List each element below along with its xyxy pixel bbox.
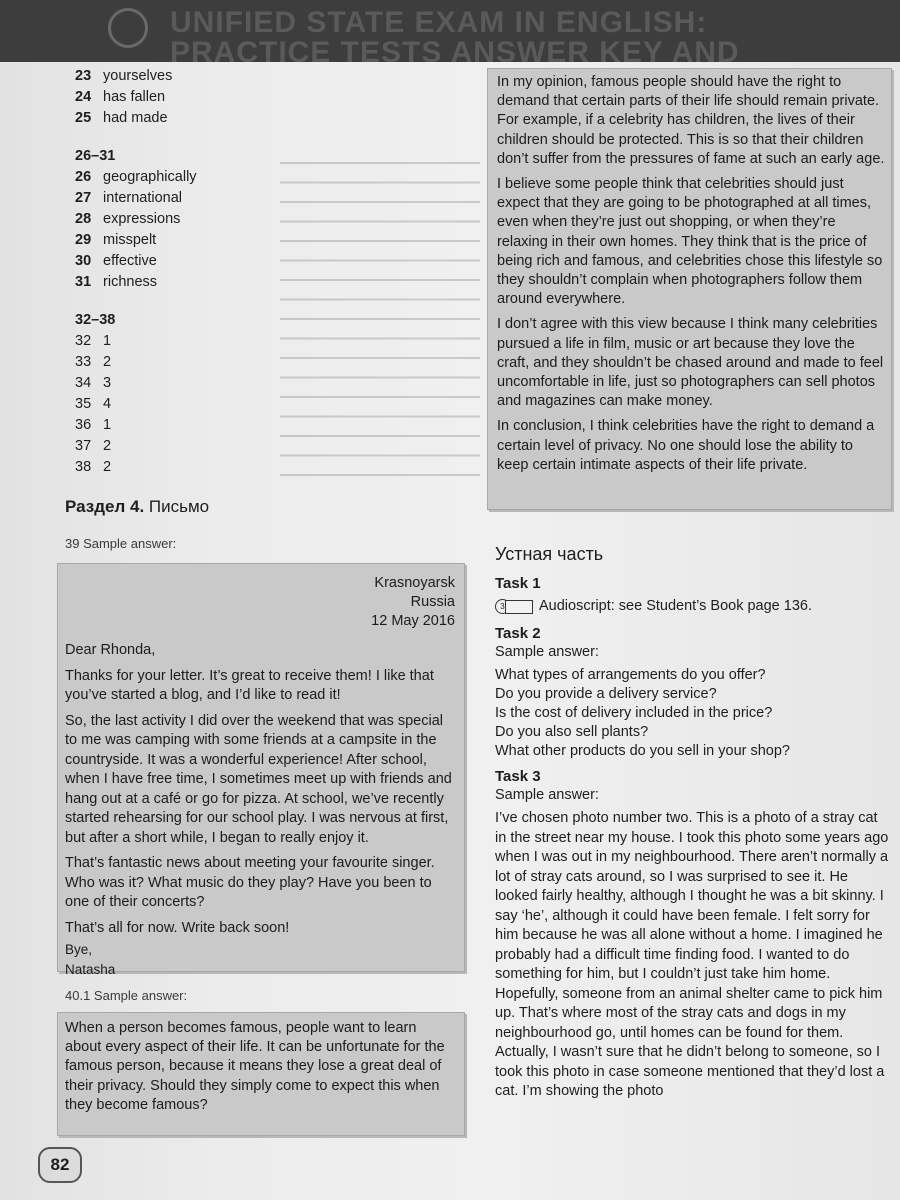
label-40-sample: 40.1 Sample answer:	[65, 988, 188, 1003]
answer-row: 26 geographically	[75, 169, 197, 185]
task3-heading: Task 3	[495, 768, 541, 785]
page-header	[0, 0, 900, 62]
letter-paragraph: Thanks for your letter. It’s great to receive them! I like that you’ve started a blog, and I’d like to read it!	[65, 667, 434, 703]
letter-signature: Natasha	[65, 961, 116, 977]
answer-row: 24 has fallen	[75, 89, 166, 105]
task2-question-list	[495, 666, 890, 761]
essay-body	[497, 73, 887, 481]
audio-cd-icon: 3	[495, 599, 533, 614]
answers-26-31	[75, 146, 197, 293]
oral-section	[495, 545, 890, 1102]
answer-row: 25 had made	[75, 110, 168, 126]
page-number: 82	[38, 1147, 82, 1183]
essay-box-continued	[487, 68, 892, 510]
bleed-through-shadow	[280, 150, 480, 480]
answer-row: 30 effective	[75, 253, 157, 269]
essay-paragraph: I believe some people think that celebrities should just expect that they are going to be photographed at all times, even when they’re just out shopping, or when they’re relaxing in their own homes. They think that is the price of being rich and famous, and celebrities chose this lifestyle so they shouldn’t complain when photographers follow them around everywhere.	[497, 176, 883, 308]
essay-box-start	[57, 1012, 465, 1136]
task1-audio: 3 Audioscript: see Student’s Book page 136.	[495, 597, 890, 616]
answer-row: 37 2	[75, 438, 112, 454]
answer-row: 31 richness	[75, 274, 158, 290]
essay-paragraph: I don’t agree with this view because I think many celebrities pursued a life in film, music or art because they love the craft, and they shouldn’t be chased around and made to feel uncomfortable in life, just so photographers can sell photos and magazines can make money.	[497, 316, 884, 410]
answer-row: 27 international	[75, 190, 183, 206]
answer-row: 23 yourselves	[75, 68, 173, 84]
answer-row: 35 4	[75, 396, 112, 412]
letter-box	[57, 563, 465, 977]
answers-32-38	[75, 310, 115, 478]
header-title-line2: PRACTICE TESTS ANSWER KEY AND	[170, 36, 740, 62]
list-item: What types of arrangements do you offer?	[495, 667, 766, 683]
section-heading: 32–38	[75, 312, 116, 328]
header-title-line1: UNIFIED STATE EXAM IN ENGLISH:	[170, 6, 708, 39]
section4-heading: Раздел 4. Письмо	[65, 497, 210, 516]
answer-row: 28 expressions	[75, 211, 181, 227]
section-heading: 26–31	[75, 148, 116, 164]
letter-signoff: Bye,	[65, 942, 93, 957]
label-39-sample: 39 Sample answer:	[65, 536, 177, 551]
checkmark-logo-icon	[108, 8, 148, 48]
essay-intro-text: When a person becomes famous, people want to learn about every aspect of their life. It can be unfortunate for the famous person, because it means they lose a great deal of their privacy. Should they simply come to expect this when they become famous?	[65, 1020, 445, 1113]
answer-row: 34 3	[75, 375, 112, 391]
task3-sample-label: Sample answer:	[495, 787, 599, 803]
letter-paragraph: That’s all for now. Write back soon!	[65, 919, 290, 936]
task2-sample-label: Sample answer:	[495, 644, 599, 660]
task1-heading: Task 1	[495, 575, 541, 592]
letter-text	[65, 574, 455, 979]
answer-row: 29 misspelt	[75, 232, 157, 248]
list-item: What other products do you sell in your shop?	[495, 743, 790, 759]
letter-paragraph: So, the last activity I did over the weekend that was special to me was camping with some friends at a campsite in the countryside. It was a wonderful experience! After school, when I have free time, I sometimes meet up with friends and hang out at a café or go for pizza. At school, we’ve recently started rehearsing for our school play. I was nervous at first, but after a short while, I began to really enjoy it.	[65, 712, 452, 846]
list-item: Do you provide a delivery service?	[495, 686, 717, 702]
letter-address: Krasnoyarsk Russia 12 May 2016	[371, 575, 455, 629]
oral-title: Устная часть	[495, 544, 604, 564]
answer-row: 36 1	[75, 417, 112, 433]
answers-23-25	[75, 66, 172, 129]
task2-heading: Task 2	[495, 625, 541, 642]
task3-answer-text: I’ve chosen photo number two. This is a photo of a stray cat in the street near my house. I took this photo some years ago when I was out in my neighbourhood. There aren’t normally a lot of stray cats around, so I was surprised to see it. He looked fairly healthy, although I thought he was a bit skinny. I say ‘he’, although it could have been female. I felt sorry for him because he was all alone without a home. I imagined he probably had a difficult time finding food. I wanted to do something for him, but I couldn’t just take him home. Hopefully, someone from an animal shelter came to pick him up. That’s where most of the stray cats and dogs in my neighbourhood go, until homes can be found for them. Actually, I wasn’t sure that he didn’t belong to someone, so I took this photo in case someone mentioned that they’d lost a cat. I’m showing the photo	[495, 810, 889, 1099]
list-item: Is the cost of delivery included in the price?	[495, 705, 773, 721]
list-item: Do you also sell plants?	[495, 724, 649, 740]
answer-row: 32 1	[75, 333, 112, 349]
essay-paragraph: In conclusion, I think celebrities have the right to demand a certain level of privacy. No one should lose the ability to keep certain intimate aspects of their life private.	[497, 418, 875, 473]
letter-paragraph: That’s fantastic news about meeting your favourite singer. Who was it? What music do they play? Have you been to one of their concerts?	[65, 855, 435, 910]
essay-paragraph: In my opinion, famous people should have the right to demand that certain parts of their life should remain private. For example, if a celebrity has children, the lives of their children should be protected. This is so that their children don’t suffer from the pressures of fame at such an early age.	[497, 74, 885, 167]
answer-row: 33 2	[75, 354, 112, 370]
letter-greeting: Dear Rhonda,	[65, 642, 156, 658]
answer-row: 38 2	[75, 459, 112, 475]
